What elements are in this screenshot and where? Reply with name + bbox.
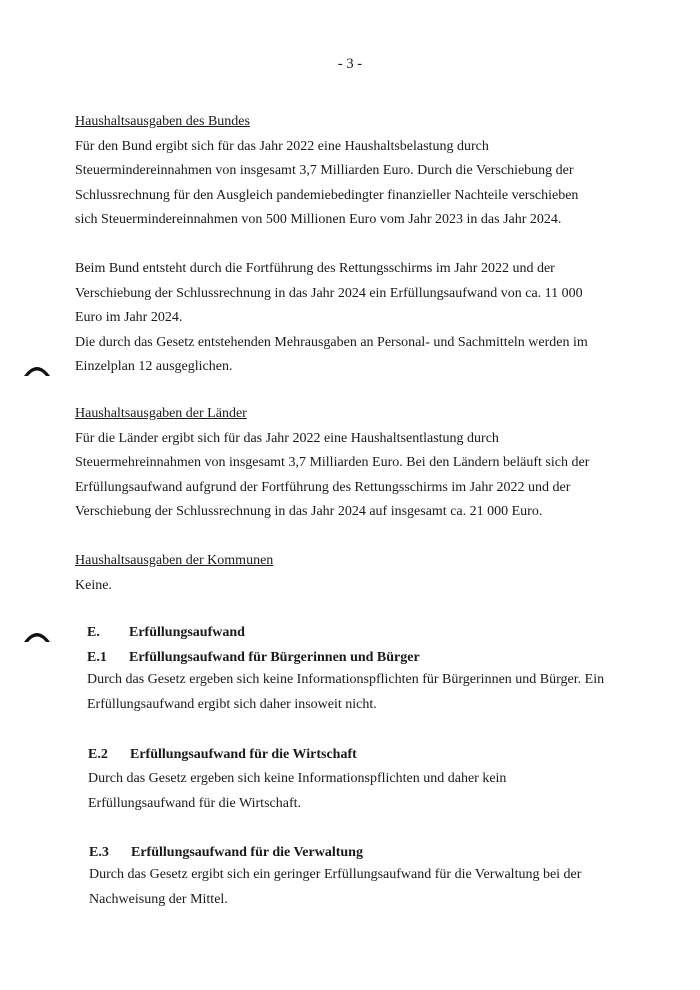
e1-line: Erfüllungsaufwand ergibt sich daher insoweit nicht. bbox=[87, 696, 377, 712]
section-number: E.3 bbox=[89, 845, 109, 860]
bund-para2-line: Beim Bund entsteht durch die Fortführung des Rettungsschirms im Jahr 2022 und der bbox=[75, 261, 555, 276]
e3-line: Nachweisung der Mittel. bbox=[89, 891, 228, 907]
bund-para1-line: Steuermindereinnahmen von insgesamt 3,7 Milliarden Euro. Durch die Verschiebung der bbox=[75, 163, 574, 178]
e1-body bbox=[87, 668, 647, 717]
bund-para2-line: Einzelplan 12 ausgeglichen. bbox=[75, 359, 233, 374]
bund-para1-line: Für den Bund ergibt sich für das Jahr 2022 eine Haushaltsbelastung durch bbox=[75, 138, 489, 154]
laender-heading: Haushaltsausgaben der Länder bbox=[75, 406, 247, 421]
kommunen-section bbox=[75, 549, 635, 598]
section-number: E.1 bbox=[87, 650, 107, 665]
bund-para2 bbox=[75, 257, 635, 380]
section-title: Erfüllungsaufwand für Bürgerinnen und Bürger bbox=[129, 650, 420, 665]
laender-line: Verschiebung der Schlussrechnung in das Jahr 2024 auf insgesamt ca. 21 000 Euro. bbox=[75, 504, 543, 519]
section-title: Erfüllungsaufwand für die Wirtschaft bbox=[130, 747, 357, 762]
section-number: E. bbox=[87, 625, 100, 640]
e1-heading bbox=[87, 648, 420, 668]
e3-line: Durch das Gesetz ergibt sich ein geringer Erfüllungsaufwand für die Verwaltung bei der bbox=[89, 867, 582, 882]
e1-line: Durch das Gesetz ergeben sich keine Informationspflichten für Bürgerinnen und Bürger. Ein bbox=[87, 672, 605, 687]
punch-mark-icon bbox=[22, 360, 52, 378]
laender-section bbox=[75, 402, 635, 525]
bund-para2-line: Euro im Jahr 2024. bbox=[75, 310, 183, 325]
bund-para1-line: sich Steuermindereinnahmen von 500 Millionen Euro vom Jahr 2023 in das Jahr 2024. bbox=[75, 212, 562, 227]
section-number: E.2 bbox=[88, 747, 108, 762]
bund-heading: Haushaltsausgaben des Bundes bbox=[75, 114, 250, 129]
e2-heading bbox=[88, 745, 357, 765]
e2-line: Durch das Gesetz ergeben sich keine Informationspflichten und daher kein bbox=[88, 771, 507, 786]
section-title: Erfüllungsaufwand bbox=[129, 625, 245, 640]
e3-heading bbox=[89, 843, 363, 863]
laender-line: Für die Länder ergibt sich für das Jahr 2022 eine Haushaltsentlastung durch bbox=[75, 430, 499, 446]
bund-para1-line: Schlussrechnung für den Ausgleich pandemiebedingter finanzieller Nachteile verschieben bbox=[75, 187, 579, 203]
section-title: Erfüllungsaufwand für die Verwaltung bbox=[131, 845, 363, 860]
laender-line: Erfüllungsaufwand aufgrund der Fortführung des Rettungsschirms im Jahr 2022 und der bbox=[75, 479, 571, 495]
bund-para2-line: Verschiebung der Schlussrechnung in das Jahr 2024 ein Erfüllungsaufwand von ca. 11 000 bbox=[75, 285, 583, 301]
bund-para2-line: Die durch das Gesetz entstehenden Mehrausgaben an Personal- und Sachmitteln werden im bbox=[75, 334, 588, 350]
page-number: - 3 - bbox=[337, 56, 363, 72]
kommunen-text: Keine. bbox=[75, 577, 112, 593]
section-e-heading bbox=[87, 623, 245, 643]
e2-line: Erfüllungsaufwand für die Wirtschaft. bbox=[88, 795, 302, 811]
e3-body bbox=[89, 863, 649, 912]
laender-line: Steuermehreinnahmen von insgesamt 3,7 Milliarden Euro. Bei den Ländern beläuft sich der bbox=[75, 455, 590, 470]
bund-section bbox=[75, 110, 635, 233]
e2-body bbox=[88, 767, 648, 816]
punch-mark-icon bbox=[22, 626, 52, 644]
kommunen-heading: Haushaltsausgaben der Kommunen bbox=[75, 553, 274, 568]
